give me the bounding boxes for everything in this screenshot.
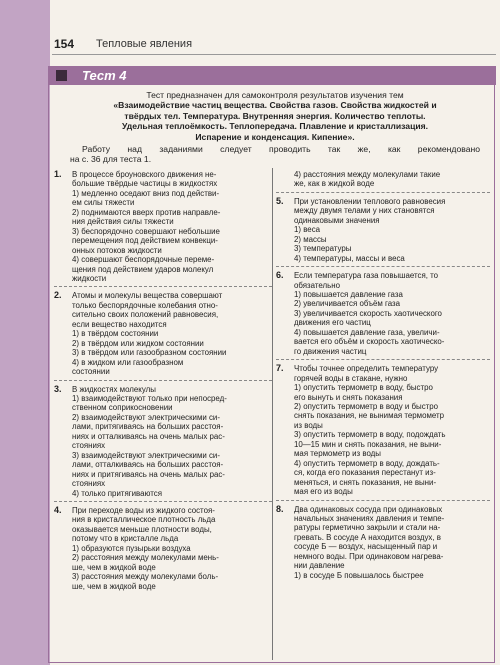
square-icon — [56, 70, 67, 81]
question-line: 4) температуры, массы и веса — [294, 253, 405, 263]
intro-line — [70, 132, 480, 142]
question-line: потому что в кристалле льда — [72, 534, 179, 544]
question-line: го движения частиц — [294, 346, 367, 356]
question-line: движения его частиц — [294, 318, 371, 328]
question-body — [294, 197, 490, 263]
question-line: 3) увеличивается скорость хаотического — [294, 308, 442, 318]
question — [54, 291, 272, 376]
question-line: 4) совершают беспорядочные переме- — [72, 255, 215, 265]
question — [54, 506, 272, 591]
question-line: 1) веса — [294, 225, 321, 235]
question-line: ем силы тяжести — [72, 198, 135, 208]
question-line: перемещения под действием конвекци- — [72, 236, 218, 246]
question-line: стояниях — [72, 441, 106, 451]
question-separator — [276, 266, 490, 267]
question-line: 2) опустить термометр в воду и быстро — [294, 401, 439, 411]
left-column — [54, 170, 272, 591]
question-line: В процессе броуновского движения не- — [72, 170, 217, 179]
question-line: если вещество находится — [72, 319, 167, 329]
question-number: 7. — [276, 363, 284, 374]
question-line: ниях и отталкиваясь на очень малых рас- — [72, 431, 225, 441]
question-line: ниях и притягиваясь на очень малых рас- — [72, 469, 225, 479]
question-line: между двумя телами у них становятся — [294, 206, 435, 216]
question — [276, 505, 490, 581]
question-line: ратуры герметично закрыли и стали на- — [294, 523, 441, 533]
question-line: же, как в жидкой воде — [294, 179, 375, 189]
question-line: ше, чем в жидкой воде — [72, 562, 156, 572]
question-line: жидкости — [72, 273, 107, 283]
question-separator — [54, 286, 272, 287]
question-body — [294, 170, 490, 189]
question-line: 4) только притягиваются — [72, 488, 163, 498]
question — [276, 271, 490, 356]
test-intro — [70, 90, 480, 142]
question-body — [72, 291, 272, 376]
question-separator — [54, 501, 272, 502]
question — [276, 197, 490, 263]
question — [276, 364, 490, 496]
question-line: горячей воды в стакане, нужно — [294, 373, 408, 383]
margin-band — [0, 0, 50, 665]
question-line: 3) температуры — [294, 244, 352, 254]
question-body — [294, 364, 490, 496]
instruction-line: на с. 36 для теста 1. — [70, 154, 152, 165]
chapter-title: Тепловые явления — [96, 38, 193, 50]
question-separator — [276, 192, 490, 193]
question-line: только беспорядочные колебания отно- — [72, 300, 218, 310]
question-number: 2. — [54, 290, 62, 301]
question-line: сительно своих положений равновесия, — [72, 310, 219, 320]
question-line: Атомы и молекулы вещества совершают — [72, 291, 223, 301]
work-instructions — [70, 144, 480, 165]
question-line: стояниях — [72, 479, 106, 489]
topic-line: «Взаимодействие частиц вещества. Свойства газов. Свойства жидкостей и — [113, 100, 437, 111]
question-line: 1) в сосуде Б повышалось быстрее — [294, 570, 424, 580]
question-body — [72, 506, 272, 591]
question — [54, 170, 272, 283]
question-line: из воды — [294, 420, 323, 430]
question-line: начальных значениях давления и темпе- — [294, 513, 445, 523]
question-line: онных потоков жидкости — [72, 245, 162, 255]
intro-line: Тест предназначен для самоконтроля результатов изучения тем — [146, 90, 404, 100]
question-line: 3) расстояния между молекулами боль- — [72, 572, 219, 582]
question-body — [294, 505, 490, 581]
right-column — [276, 170, 490, 580]
question-line: сосуде Б — воздух, насыщенный пар и — [294, 542, 438, 552]
question-line: Чтобы точнее определить температуру — [294, 364, 439, 374]
question-line: Если температура газа повышается, то — [294, 271, 439, 281]
question-body — [72, 385, 272, 498]
question-line: меняться, и снять показания, не выни- — [294, 477, 437, 487]
question-number: 6. — [276, 270, 284, 281]
question-separator — [54, 380, 272, 381]
question-line: 2) расстояния между молекулами мень- — [72, 553, 219, 563]
column-divider — [272, 168, 273, 660]
question-number: 1. — [54, 169, 62, 179]
question-line: ше, чем в жидкой воде — [72, 581, 156, 591]
question-number: 8. — [276, 503, 284, 514]
question-line: 1) опустить термометр в воду, быстро — [294, 383, 433, 393]
question-separator — [276, 359, 490, 360]
question-line: При установлении теплового равновесия — [294, 196, 446, 206]
question-line: 1) повышается давление газа — [294, 289, 403, 299]
question-line: 4) расстояния между молекулами такие — [294, 170, 441, 179]
question-line: ния действия силы тяжести — [72, 217, 174, 227]
question-line: состоянии — [72, 367, 110, 377]
question-line: лами, отталкиваясь на больших расстоя- — [72, 460, 224, 470]
intro-line — [70, 121, 480, 131]
question-line: 1) взаимодействуют только при непосред- — [72, 393, 227, 403]
question-line: ния в кристаллическое плотность льда — [72, 515, 216, 525]
question-number: 5. — [276, 195, 284, 206]
question-line: большие твёрдые частицы в жидкостях — [72, 179, 218, 189]
question-line: 3) в твёрдом или газообразном состоянии — [72, 348, 227, 358]
question-line: оказывается меньше плотности воды, — [72, 524, 212, 534]
question-line: В жидкостях молекулы — [72, 384, 156, 394]
question-line: 4) в жидком или газообразном — [72, 357, 184, 367]
question-line: одинаковыми значения — [294, 215, 380, 225]
question-line: 2) увеличивается объём газа — [294, 299, 401, 309]
question-line: мая его из воды — [294, 487, 353, 497]
question-body — [294, 271, 490, 356]
question-line: 4) повышается давление газа, увеличи- — [294, 327, 440, 337]
question-line: 2) поднимаются вверх против направле- — [72, 207, 221, 217]
topic-line: Удельная теплоёмкость. Теплопередача. Плавление и кристаллизация. — [121, 121, 429, 132]
question-line: 3) взаимодействуют электрическими си- — [72, 450, 220, 460]
question — [276, 170, 490, 189]
intro-line — [70, 111, 480, 121]
question-line: 1) медленно оседают вниз под действи- — [72, 188, 220, 198]
question-line: немного воды. При одинаковом нагрева- — [294, 551, 444, 561]
intro-line — [70, 100, 480, 110]
test-title: Тест 4 — [82, 68, 127, 83]
question-number — [276, 170, 294, 189]
question-line: 10—15 мин и снять показания, не выни- — [294, 439, 442, 449]
question-line: 2) в твёрдом или жидком состоянии — [72, 338, 204, 348]
question-line: 2) массы — [294, 234, 327, 244]
header-divider — [52, 54, 496, 55]
question-line: снять показания, не вынимая термометр — [294, 411, 445, 421]
question-line: 2) взаимодействуют электрическими си- — [72, 412, 220, 422]
question-separator — [276, 500, 490, 501]
question-line: 4) опустить термометр в воду, дождать- — [294, 458, 440, 468]
question-line: 3) беспорядочно совершают небольшие — [72, 226, 220, 236]
question-line: лами, притягиваясь на больших расстоя- — [72, 422, 224, 432]
question-line: ственном соприкосновении — [72, 403, 173, 413]
question-line: обязательно — [294, 280, 340, 290]
question-line: нии давление — [294, 561, 345, 571]
question-number: 4. — [54, 504, 62, 515]
question-line: вается его объём и скорость хаотическо- — [294, 337, 445, 347]
question-line: ся, когда его показания перестанут из- — [294, 468, 436, 478]
question-body — [72, 170, 272, 283]
question-line: 1) в твёрдом состоянии — [72, 329, 159, 339]
topic-line: Испарение и конденсация. Кипение». — [195, 131, 355, 142]
question — [54, 385, 272, 498]
question-line: его вынуть и снять показания — [294, 392, 403, 402]
question-line: гревать. В сосуде А находится воздух, в — [294, 532, 441, 542]
question-line: Два одинаковых сосуда при одинаковых — [294, 504, 443, 514]
topic-line: твёрдых тел. Температура. Внутренняя энергия. Количество теплоты. — [124, 110, 426, 121]
question-line: 1) образуются пузырьки воздуха — [72, 543, 191, 553]
question-line: 3) опустить термометр в воду, подождать — [294, 430, 446, 440]
question-line: щения под действием ударов молекул — [72, 264, 214, 274]
question-number: 3. — [54, 383, 62, 394]
instruction-line: Работу над заданиями следует проводить так же, как рекомендовано — [82, 144, 480, 154]
question-line: При переходе воды из жидкого состоя- — [72, 505, 215, 515]
question-line: мая термометр из воды — [294, 449, 381, 459]
page-number: 154 — [54, 37, 75, 51]
